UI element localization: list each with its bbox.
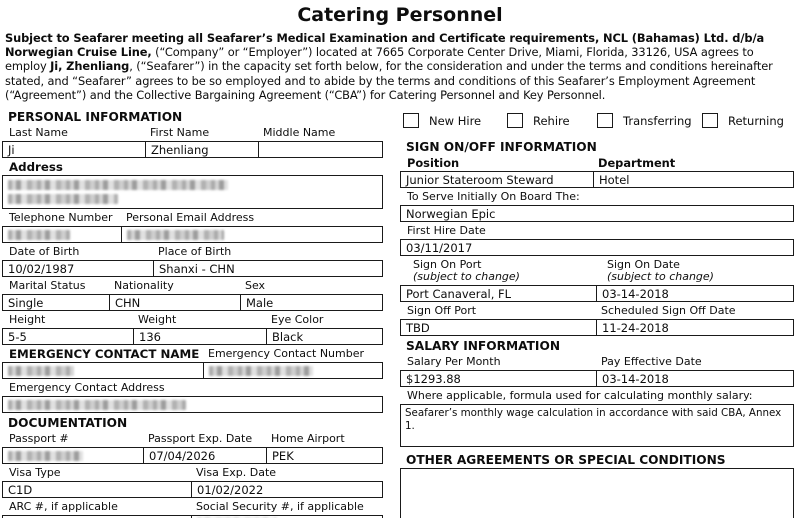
sex-field[interactable]: Male <box>240 295 382 310</box>
returning-checkbox[interactable] <box>702 113 718 128</box>
address-field[interactable] <box>2 175 383 209</box>
middle-name-label: Middle Name <box>263 127 336 140</box>
position-department-group <box>400 157 794 188</box>
right-column <box>400 107 794 518</box>
sign-on-date-field[interactable]: 03-14-2018 <box>596 286 793 301</box>
salary-formula-text: Seafarer’s monthly wage calculation in accordance with said CBA, Annex 1. <box>405 407 782 433</box>
sex-label: Sex <box>245 280 266 293</box>
redacted-emergency-number-value <box>209 366 313 376</box>
new-hire-label: New Hire <box>429 113 482 128</box>
redacted-emergency-address-value <box>8 400 186 410</box>
passport-number-field[interactable] <box>3 448 143 463</box>
position-field[interactable]: Junior Stateroom Steward <box>406 172 554 187</box>
documentation-header: DOCUMENTATION <box>8 416 128 431</box>
height-field[interactable]: 5-5 <box>8 329 27 344</box>
salary-per-month-label: Salary Per Month <box>407 356 501 369</box>
sign-off-group <box>400 305 794 336</box>
marital-status-field[interactable]: Single <box>8 295 44 310</box>
other-agreements-field[interactable] <box>400 468 794 518</box>
first-name-field[interactable]: Zhenliang <box>145 142 258 157</box>
other-agreements-header: OTHER AGREEMENTS OR SPECIAL CONDITIONS <box>406 453 726 468</box>
sign-off-date-field[interactable]: 11-24-2018 <box>596 320 793 335</box>
transferring-checkbox[interactable] <box>597 113 613 128</box>
rehire-label: Rehire <box>533 113 570 128</box>
marital-status-label: Marital Status <box>9 280 86 293</box>
sign-on-date-label-text: Sign On Date <box>607 259 680 272</box>
new-hire-option <box>403 113 507 128</box>
salary-formula-label: Where applicable, formula used for calculating monthly salary: <box>407 390 753 403</box>
name-group <box>2 127 383 158</box>
home-airport-field[interactable]: PEK <box>266 448 382 463</box>
place-of-birth-field[interactable]: Shanxi - CHN <box>153 261 382 276</box>
transferring-label: Transferring <box>623 113 692 128</box>
pay-effective-date-field[interactable]: 03-14-2018 <box>596 371 793 386</box>
redacted-address-line2 <box>8 194 118 204</box>
salary-formula-field[interactable] <box>400 404 794 447</box>
pay-effective-date-label: Pay Effective Date <box>601 356 702 369</box>
transferring-option <box>597 113 702 128</box>
intro-body-b: , (“Seafarer”) in the capacity set forth below, for the consideration and under the terms and conditions hereinafter stated, and “Seafarer” agrees to be so employed and to abide by the terms and conditions of this Seafarer’s Employment Agreement (“Agreement”) and the Collective Bargaining Agreement (“CBA”) for Catering Personnel and Key Personnel. <box>5 59 773 102</box>
intro-body-a: (“Company” or “Employer”) located at 7665 Corporate Center Drive, Miami, Florida, 33126, USA agrees to employ <box>5 45 754 74</box>
redacted-address-line1 <box>8 180 228 190</box>
sign-off-date-label: Scheduled Sign Off Date <box>601 305 736 318</box>
sign-off-port-field[interactable]: TBD <box>406 320 430 335</box>
first-hire-date-group <box>400 225 794 256</box>
body-metrics-group <box>2 314 383 345</box>
telephone-label: Telephone Number <box>9 212 113 225</box>
vessel-field[interactable]: Norwegian Epic <box>406 206 496 221</box>
intro-paragraph <box>5 31 796 102</box>
returning-option <box>702 113 794 128</box>
address-group <box>2 161 383 209</box>
sign-on-port-label <box>400 259 595 283</box>
intro-employee-name: Ji, Zhenliang <box>50 59 130 74</box>
eye-color-label: Eye Color <box>271 314 324 327</box>
sign-on-date-note: (subject to change) <box>607 271 714 284</box>
arc-ssn-group <box>2 501 383 518</box>
passport-number-label: Passport # <box>9 433 69 446</box>
passport-exp-label: Passport Exp. Date <box>148 433 253 446</box>
sign-on-port-label-text: Sign On Port <box>413 259 482 272</box>
hire-type-checkboxes <box>400 107 794 131</box>
date-of-birth-label: Date of Birth <box>9 246 80 259</box>
email-field[interactable] <box>121 227 382 242</box>
returning-label: Returning <box>728 113 784 128</box>
vessel-label: To Serve Initially On Board The: <box>407 191 580 204</box>
telephone-field[interactable] <box>3 227 121 242</box>
new-hire-checkbox[interactable] <box>403 113 419 128</box>
department-label: Department <box>598 157 676 170</box>
emergency-contact-group <box>2 348 383 379</box>
middle-name-field[interactable] <box>258 142 382 157</box>
emergency-address-group <box>2 382 383 413</box>
home-airport-label: Home Airport <box>271 433 345 446</box>
redacted-telephone-value <box>8 230 70 240</box>
first-hire-date-field[interactable]: 03/11/2017 <box>406 240 473 255</box>
redacted-emergency-name-value <box>8 366 74 376</box>
visa-type-label: Visa Type <box>9 467 61 480</box>
sign-on-group <box>400 259 794 302</box>
last-name-field[interactable]: Ji <box>8 142 15 157</box>
first-hire-date-label: First Hire Date <box>407 225 486 238</box>
birth-group <box>2 246 383 277</box>
visa-exp-field[interactable]: 01/02/2022 <box>191 482 382 497</box>
eye-color-field[interactable]: Black <box>266 329 382 344</box>
weight-label: Weight <box>138 314 177 327</box>
phone-email-group <box>2 212 383 243</box>
address-label: Address <box>9 161 63 174</box>
salary-per-month-field[interactable]: $1293.88 <box>406 371 461 386</box>
passport-group <box>2 433 383 464</box>
arc-number-label: ARC #, if applicable <box>9 501 118 514</box>
visa-group <box>2 467 383 498</box>
visa-type-field[interactable]: C1D <box>8 482 33 497</box>
intro-bold-lead: Subject to Seafarer meeting all Seafarer’s Medical Examination and Certificate requirements, NCL (Bahamas) Ltd. d/b/a Norwegian Cruise Line, <box>5 31 765 60</box>
personal-information-header: PERSONAL INFORMATION <box>8 110 183 125</box>
emergency-contact-number-label: Emergency Contact Number <box>208 348 365 361</box>
sign-on-port-field[interactable]: Port Canaveral, FL <box>406 286 512 301</box>
sign-off-port-label: Sign Off Port <box>407 305 477 318</box>
emergency-contact-address-label: Emergency Contact Address <box>9 382 165 395</box>
date-of-birth-field[interactable]: 10/02/1987 <box>8 261 75 276</box>
sign-on-port-note: (subject to change) <box>413 271 520 284</box>
rehire-checkbox[interactable] <box>507 113 523 128</box>
page-title: Catering Personnel <box>297 4 503 26</box>
height-label: Height <box>9 314 46 327</box>
first-name-label: First Name <box>150 127 210 140</box>
email-label: Personal Email Address <box>126 212 255 225</box>
left-column <box>2 107 383 518</box>
vessel-group <box>400 191 794 222</box>
nationality-field[interactable]: CHN <box>109 295 240 310</box>
emergency-contact-number-field[interactable] <box>203 363 382 378</box>
nationality-label: Nationality <box>114 280 174 293</box>
passport-exp-field[interactable]: 07/04/2026 <box>143 448 266 463</box>
emergency-contact-name-label: EMERGENCY CONTACT NAME <box>9 348 200 361</box>
form-columns <box>0 107 800 518</box>
marital-nationality-sex-group <box>2 280 383 311</box>
place-of-birth-label: Place of Birth <box>158 246 232 259</box>
weight-field[interactable]: 136 <box>133 329 266 344</box>
salary-formula-group <box>400 390 794 447</box>
visa-exp-label: Visa Exp. Date <box>196 467 277 480</box>
redacted-email-value <box>127 230 224 240</box>
salary-information-header: SALARY INFORMATION <box>406 339 561 354</box>
rehire-option <box>507 113 597 128</box>
last-name-label: Last Name <box>9 127 68 140</box>
ssn-label: Social Security #, if applicable <box>196 501 364 514</box>
department-field[interactable]: Hotel <box>593 172 793 187</box>
sign-on-date-label <box>595 259 794 283</box>
redacted-passport-value <box>8 451 83 461</box>
emergency-contact-name-field[interactable] <box>3 363 203 378</box>
emergency-contact-address-field[interactable] <box>3 397 382 412</box>
position-label: Position <box>407 157 460 170</box>
sign-on-off-header: SIGN ON/OFF INFORMATION <box>406 140 597 155</box>
salary-group <box>400 356 794 387</box>
